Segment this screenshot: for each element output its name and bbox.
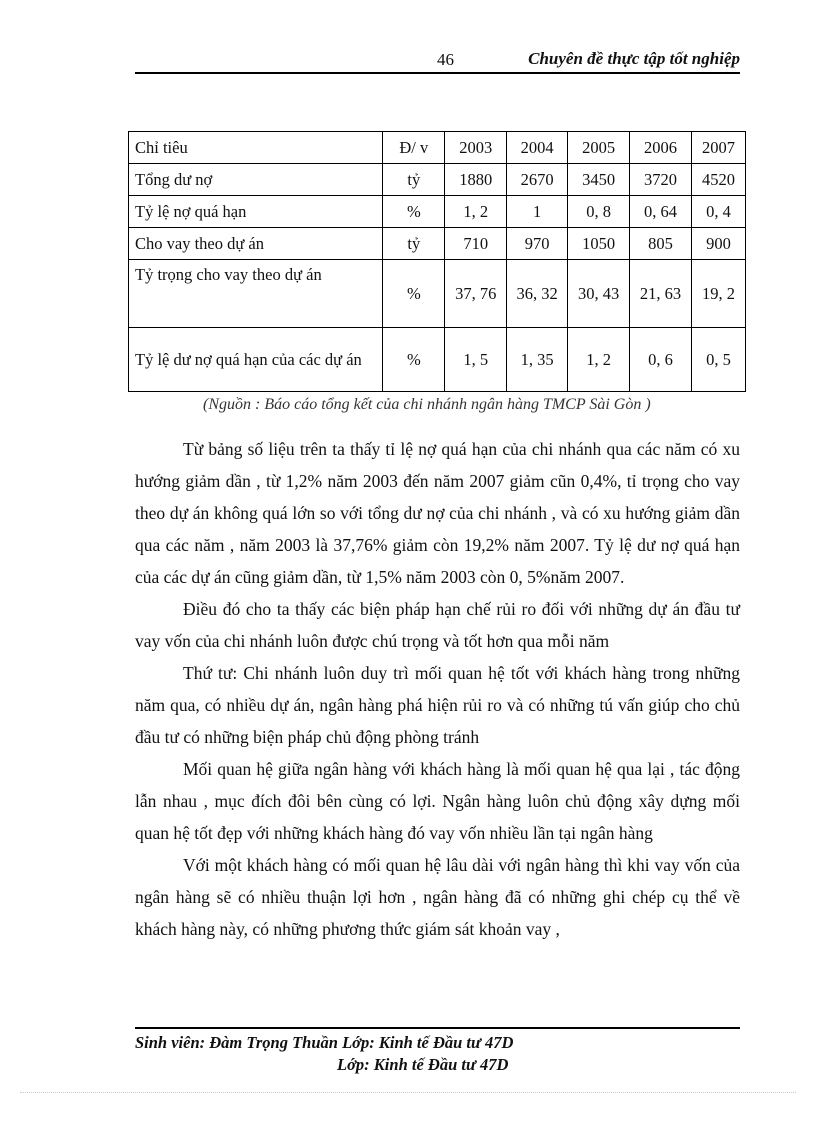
table-row bbox=[129, 196, 746, 228]
page-footer bbox=[135, 1032, 513, 1076]
table-row bbox=[129, 328, 746, 392]
row-unit: % bbox=[383, 196, 445, 228]
table-cell: 37, 76 bbox=[445, 260, 507, 328]
table-cell: 1, 5 bbox=[445, 328, 507, 392]
header-cell: 2007 bbox=[691, 132, 745, 164]
paragraph: Điều đó cho ta thấy các biện pháp hạn chế rủi ro đối với những dự án đầu tư vay vốn của chi nhánh luôn được chú trọng và tốt hơn qua mỗi năm bbox=[135, 599, 740, 651]
table-row bbox=[129, 164, 746, 196]
table-cell: 805 bbox=[630, 228, 692, 260]
table-source-note: (Nguồn : Báo cáo tổng kết của chi nhánh ngân hàng TMCP Sài Gòn ) bbox=[203, 396, 651, 413]
row-unit: tỷ bbox=[383, 228, 445, 260]
table-cell: 19, 2 bbox=[691, 260, 745, 328]
table-cell: 1050 bbox=[568, 228, 630, 260]
table-cell: 0, 6 bbox=[630, 328, 692, 392]
page-header bbox=[135, 48, 740, 74]
table-cell: 0, 5 bbox=[691, 328, 745, 392]
table-cell: 0, 4 bbox=[691, 196, 745, 228]
paragraph: Từ bảng số liệu trên ta thấy tỉ lệ nợ quá hạn của chi nhánh qua các năm có xu hướng giảm dần , từ 1,2% năm 2003 đến năm 2007 giảm cũn 0,4%, tỉ trọng cho vay theo dự án không quá lớn so với tổng dư nợ của chi nhánh , và có xu hướng giảm dần qua các năm , năm 2003 là 37,76% giảm còn 19,2% năm 2007. Tỷ lệ dư nợ quá hạn của các dự án cũng giảm dần, từ 1,5% năm 2003 còn 0, 5%năm 2007. bbox=[135, 439, 740, 587]
table-cell: 4520 bbox=[691, 164, 745, 196]
header-title: Chuyên đề thực tập tốt nghiệp bbox=[528, 49, 740, 68]
footer-class-line: Lớp: Kinh tế Đầu tư 47D bbox=[337, 1055, 509, 1074]
table-cell: 1, 2 bbox=[568, 328, 630, 392]
footer-student-line: Sinh viên: Đàm Trọng Thuần Lớp: Kinh tế Đầu tư 47D bbox=[135, 1033, 514, 1052]
statistics-table bbox=[128, 131, 746, 392]
body-text bbox=[135, 433, 740, 945]
table-cell: 0, 8 bbox=[568, 196, 630, 228]
table-row bbox=[129, 260, 746, 328]
paragraph: Thứ tư: Chi nhánh luôn duy trì mối quan hệ tốt với khách hàng trong những năm qua, có nhiều dự án, ngân hàng phá hiện rủi ro và có những tú vấn giúp cho chủ đầu tư có những biện pháp chủ động phòng tránh bbox=[135, 663, 740, 747]
row-label: Tổng dư nợ bbox=[129, 164, 383, 196]
row-label: Tỷ lệ dư nợ quá hạn của các dự án bbox=[129, 328, 383, 392]
table-cell: 36, 32 bbox=[507, 260, 568, 328]
row-unit: % bbox=[383, 260, 445, 328]
table-cell: 21, 63 bbox=[630, 260, 692, 328]
table-cell: 3450 bbox=[568, 164, 630, 196]
table-cell: 710 bbox=[445, 228, 507, 260]
row-label: Tỷ lệ nợ quá hạn bbox=[129, 196, 383, 228]
header-cell: Đ/ v bbox=[383, 132, 445, 164]
table-cell: 1, 2 bbox=[445, 196, 507, 228]
table-cell: 900 bbox=[691, 228, 745, 260]
table-cell: 3720 bbox=[630, 164, 692, 196]
table-cell: 1 bbox=[507, 196, 568, 228]
page-number: 46 bbox=[437, 50, 454, 69]
header-cell: 2005 bbox=[568, 132, 630, 164]
row-unit: % bbox=[383, 328, 445, 392]
table-cell: 970 bbox=[507, 228, 568, 260]
row-unit: tỷ bbox=[383, 164, 445, 196]
table-cell: 2670 bbox=[507, 164, 568, 196]
paragraph: Mối quan hệ giữa ngân hàng với khách hàng là mối quan hệ qua lại , tác động lẫn nhau , mục đích đôi bên cùng có lợi. Ngân hàng luôn chủ động xây dựng mối quan hệ tốt đẹp với những khách hàng đó vay vốn nhiều lần tại ngân hàng bbox=[135, 759, 740, 843]
table-cell: 1880 bbox=[445, 164, 507, 196]
table-cell: 1, 35 bbox=[507, 328, 568, 392]
footer-divider bbox=[135, 1027, 740, 1029]
header-cell: 2003 bbox=[445, 132, 507, 164]
table-cell: 0, 64 bbox=[630, 196, 692, 228]
row-label: Cho vay theo dự án bbox=[129, 228, 383, 260]
header-cell: 2004 bbox=[507, 132, 568, 164]
page-edge-divider bbox=[20, 1092, 796, 1093]
table-header-row bbox=[129, 132, 746, 164]
header-cell: 2006 bbox=[630, 132, 692, 164]
paragraph: Với một khách hàng có mối quan hệ lâu dài với ngân hàng thì khi vay vốn của ngân hàng sẽ có nhiều thuận lợi hơn , ngân hàng đã có những ghi chép cụ thể về khách hàng này, có những phương thức giám sát khoản vay , bbox=[135, 855, 740, 939]
row-label: Tỷ trọng cho vay theo dự án bbox=[129, 260, 383, 328]
header-cell: Chỉ tiêu bbox=[129, 132, 383, 164]
table-cell: 30, 43 bbox=[568, 260, 630, 328]
table-row bbox=[129, 228, 746, 260]
